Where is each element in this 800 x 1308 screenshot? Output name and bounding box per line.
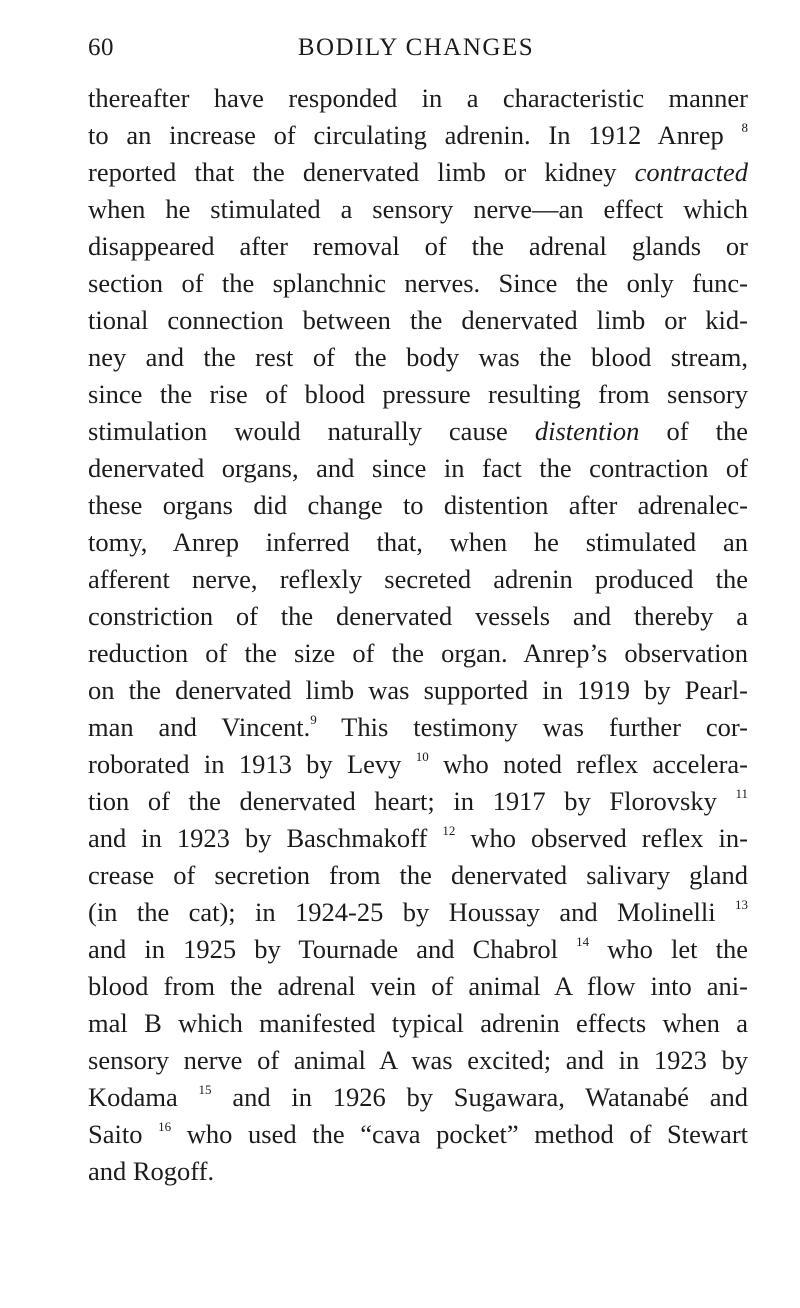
text-line [88, 746, 748, 783]
text-line [88, 265, 748, 302]
footnote-reference: 15 [198, 1082, 212, 1097]
body-paragraph [88, 80, 748, 1190]
footnote-reference: 11 [735, 786, 748, 801]
text-run: and in 1925 by Tournade and Chabrol [88, 934, 577, 964]
text-line [88, 339, 748, 376]
text-run: reported that the denervated limb or kidney [88, 157, 635, 187]
italic-emphasis: distention [534, 416, 640, 446]
text-line [88, 154, 748, 191]
text-run: and in 1923 by Baschmakoff [88, 823, 443, 853]
text-line [88, 1116, 748, 1153]
text-run: sensory nerve of animal A was excited; and in 1923 by [88, 1045, 748, 1075]
text-run: reduction of the size of the organ. Anrep’s observation [88, 638, 748, 668]
running-head: BODILY CHANGES [297, 34, 535, 61]
text-line [88, 931, 748, 968]
text-run: tomy, Anrep inferred that, when he stimulated an [88, 527, 748, 557]
text-line [88, 968, 748, 1005]
text-line [88, 783, 748, 820]
text-line [88, 1079, 748, 1116]
footnote-reference: 16 [158, 1119, 172, 1134]
text-run: afferent nerve, reflexly secreted adrenin produced the [88, 564, 748, 594]
text-run: thereafter have responded in a characteristic manner [88, 83, 748, 113]
text-line [88, 117, 748, 154]
text-run: stimulation would naturally cause [88, 416, 535, 446]
text-line [88, 376, 748, 413]
text-run: these organs did change to distention after adrenalec- [88, 490, 748, 520]
text-run: who let the [589, 934, 749, 964]
text-line [88, 709, 748, 746]
text-run: since the rise of blood pressure resulting from sensory [88, 379, 748, 409]
text-run: and Rogoff. [88, 1156, 215, 1186]
page-number: 60 [88, 34, 114, 61]
footnote-reference: 8 [741, 120, 748, 135]
text-line [88, 191, 748, 228]
text-line [88, 450, 748, 487]
text-line [88, 857, 748, 894]
text-line [88, 672, 748, 709]
footnote-reference: 14 [576, 934, 590, 949]
footnote-reference: 13 [735, 897, 748, 912]
text-line [88, 228, 748, 265]
text-run: who observed reflex in- [455, 823, 748, 853]
italic-emphasis: contracted [634, 157, 748, 187]
text-run: (in the cat); in 1924-25 by Houssay and Molinelli [88, 897, 735, 927]
text-run: crease of secretion from the denervated salivary gland [88, 860, 748, 890]
text-run: denervated organs, and since in fact the contraction of [88, 453, 748, 483]
text-line [88, 1153, 748, 1190]
text-line [88, 413, 748, 450]
text-run: section of the splanchnic nerves. Since the only func- [88, 268, 748, 298]
text-run: and in 1926 by Sugawara, Watanabé and [211, 1082, 748, 1112]
text-line [88, 894, 748, 931]
text-line [88, 524, 748, 561]
text-line [88, 1042, 748, 1079]
text-run: roborated in 1913 by Levy [88, 749, 416, 779]
footnote-reference: 12 [442, 823, 456, 838]
text-run: of the [639, 416, 748, 446]
text-run: who used the “cava pocket” method of Stewart [171, 1119, 749, 1149]
text-run: when he stimulated a sensory nerve—an effect which [88, 194, 748, 224]
text-line [88, 598, 748, 635]
text-run: tion of the denervated heart; in 1917 by Florovsky [88, 786, 736, 816]
text-run: This testimony was further cor- [316, 712, 748, 742]
footnote-reference: 9 [310, 712, 317, 727]
text-run: constriction of the denervated vessels and thereby a [88, 601, 748, 631]
text-line [88, 302, 748, 339]
text-run: to an increase of circulating adrenin. In 1912 Anrep [88, 120, 742, 150]
text-run: mal B which manifested typical adrenin effects when a [88, 1008, 748, 1038]
text-run: tional connection between the denervated limb or kid- [88, 305, 748, 335]
text-line [88, 487, 748, 524]
text-run: disappeared after removal of the adrenal glands or [88, 231, 748, 261]
text-run: man and Vincent. [88, 712, 311, 742]
text-line [88, 1005, 748, 1042]
text-run: blood from the adrenal vein of animal A flow into ani- [88, 971, 748, 1001]
text-run: Kodama [88, 1082, 199, 1112]
text-run: on the denervated limb was supported in 1919 by Pearl- [88, 675, 748, 705]
text-run: ney and the rest of the body was the blood stream, [88, 342, 748, 372]
footnote-reference: 10 [415, 749, 429, 764]
text-line [88, 635, 748, 672]
text-run: who noted reflex accelera- [428, 749, 748, 779]
text-line [88, 561, 748, 598]
page-header [88, 34, 744, 74]
text-line [88, 80, 748, 117]
text-line [88, 820, 748, 857]
text-run: Saito [88, 1119, 159, 1149]
